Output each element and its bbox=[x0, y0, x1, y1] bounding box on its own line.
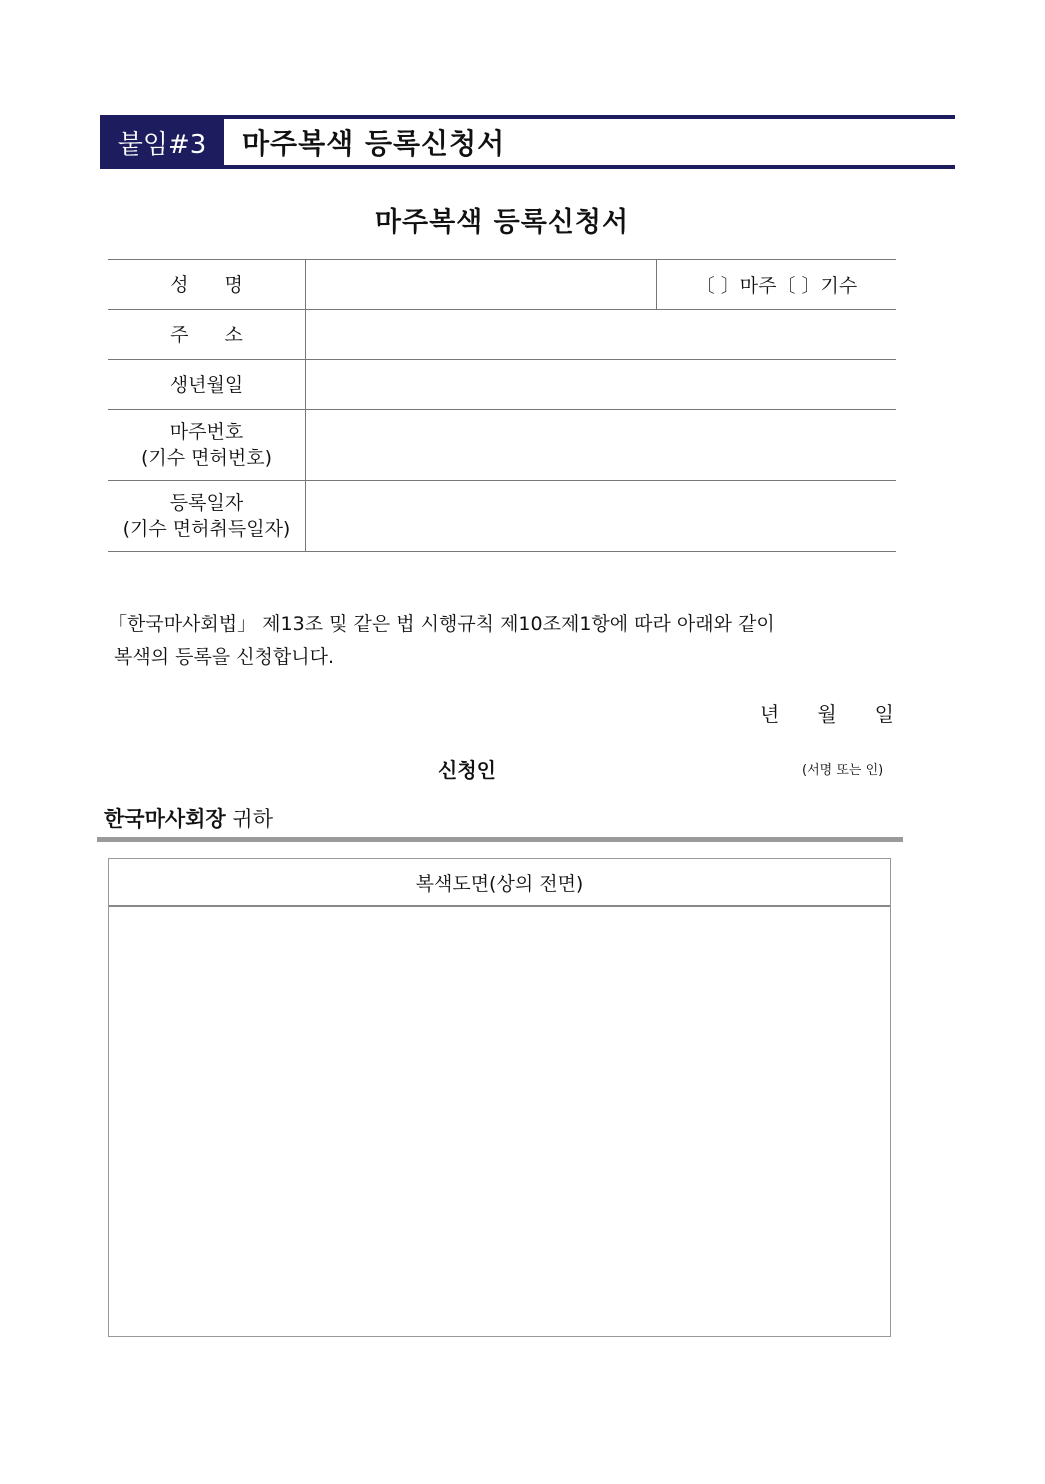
attachment-tag: 붙임#3 bbox=[100, 119, 224, 165]
statement-line-1: 「한국마사회법」 제13조 및 같은 법 시행규칙 제10조제1항에 따라 아래와 같이 bbox=[108, 613, 775, 635]
date-year: 년 bbox=[760, 702, 818, 726]
applicant-label: 신청인 bbox=[438, 758, 496, 782]
header-bar bbox=[100, 115, 955, 169]
application-table bbox=[108, 259, 896, 552]
signature-hint: (서명 또는 인) bbox=[802, 763, 884, 778]
date-day: 일 bbox=[874, 702, 932, 726]
date-month: 월 bbox=[817, 702, 875, 726]
statement-text bbox=[108, 608, 828, 674]
label-address: 주소 bbox=[108, 310, 306, 360]
label-owner-number: 마주번호 (기수 면허번호) bbox=[108, 410, 306, 481]
addressee-suffix: 귀하 bbox=[232, 807, 273, 831]
drawing-title: 복색도면(상의 전면) bbox=[109, 859, 890, 907]
statement-line-2: 복색의 등록을 신청합니다. bbox=[114, 646, 335, 668]
addressee bbox=[104, 803, 273, 833]
field-address[interactable] bbox=[306, 310, 897, 360]
divider bbox=[97, 837, 903, 842]
row-name bbox=[108, 260, 896, 310]
row-birth bbox=[108, 360, 896, 410]
label-birth: 생년월일 bbox=[108, 360, 306, 410]
field-registration-date[interactable] bbox=[306, 481, 897, 552]
field-owner-number[interactable] bbox=[306, 410, 897, 481]
row-registration-date bbox=[108, 481, 896, 552]
label-name: 성명 bbox=[108, 260, 306, 310]
date-line bbox=[760, 698, 932, 727]
header-title: 마주복색 등록신청서 bbox=[242, 127, 506, 160]
field-birth[interactable] bbox=[306, 360, 897, 410]
row-address bbox=[108, 310, 896, 360]
addressee-name: 한국마사회장 bbox=[104, 807, 226, 831]
role-selector[interactable]: 〔 〕마주〔 〕기수 bbox=[657, 260, 897, 310]
label-registration-date: 등록일자 (기수 면허취득일자) bbox=[108, 481, 306, 552]
form-title: 마주복색 등록신청서 bbox=[374, 207, 630, 238]
field-name[interactable] bbox=[306, 260, 657, 310]
row-owner-number bbox=[108, 410, 896, 481]
color-drawing-box bbox=[108, 858, 891, 1337]
drawing-area[interactable] bbox=[109, 907, 890, 1336]
